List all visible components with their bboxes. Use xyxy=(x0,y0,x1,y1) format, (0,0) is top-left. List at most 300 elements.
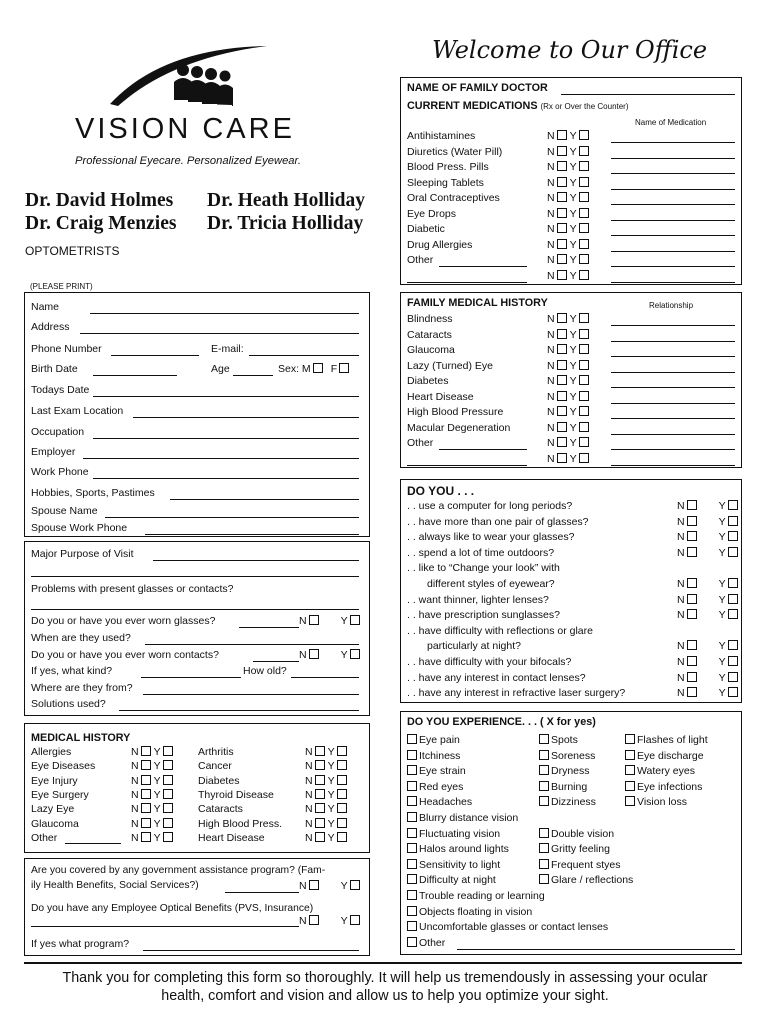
medication-row xyxy=(401,130,741,146)
sex-f-label: F xyxy=(330,363,338,375)
do-you-11-n-checkbox[interactable] xyxy=(687,672,697,682)
other-field[interactable] xyxy=(65,843,121,844)
medication-row xyxy=(401,223,741,239)
medical-history-left-4-n-checkbox[interactable] xyxy=(141,803,151,813)
relationship-field[interactable] xyxy=(611,434,735,435)
email-field[interactable] xyxy=(249,355,359,356)
experience-checkbox[interactable] xyxy=(407,781,417,791)
experience-checkbox[interactable] xyxy=(407,843,417,853)
family-history-8-n-checkbox[interactable] xyxy=(557,437,567,447)
medication-name-field[interactable] xyxy=(611,173,735,174)
medication-name-field[interactable] xyxy=(611,251,735,252)
do-you-9-y-checkbox[interactable] xyxy=(728,640,738,650)
spouse-name-field[interactable] xyxy=(105,517,359,518)
do-you-6-y-checkbox[interactable] xyxy=(728,594,738,604)
family-history-3-y-checkbox[interactable] xyxy=(579,360,589,370)
medication-3-y-checkbox[interactable] xyxy=(579,177,589,187)
n-label: N xyxy=(677,500,685,512)
do-you-1-y-checkbox[interactable] xyxy=(728,516,738,526)
experience-option xyxy=(407,921,608,933)
program-label: If yes what program? xyxy=(31,938,130,950)
medical-history-left-6-y-checkbox[interactable] xyxy=(163,832,173,842)
experience-checkbox[interactable] xyxy=(539,843,549,853)
experience-option xyxy=(539,750,595,762)
medication-name-field[interactable] xyxy=(611,158,735,159)
n-label: N xyxy=(299,615,307,627)
medication-0-y-checkbox[interactable] xyxy=(579,130,589,140)
y-label: Y xyxy=(569,130,577,142)
y-label: Y xyxy=(569,207,577,220)
medical-history-right-4-n-checkbox[interactable] xyxy=(315,803,325,813)
experience-checkbox[interactable] xyxy=(407,828,417,838)
do-you-question: . . have any interest in refractive laser surgery? xyxy=(407,687,626,700)
family-history-4-n-checkbox[interactable] xyxy=(557,375,567,385)
do-you-0-y-checkbox[interactable] xyxy=(728,500,738,510)
medical-history-left-6-n-checkbox[interactable] xyxy=(141,832,151,842)
medication-1-y-checkbox[interactable] xyxy=(579,146,589,156)
medication-name-field[interactable] xyxy=(611,266,735,267)
experience-row xyxy=(401,734,741,750)
sex-label xyxy=(278,363,349,375)
medical-history-item: Allergies xyxy=(31,746,72,758)
age-field[interactable] xyxy=(233,375,273,376)
medical-history-right-6-y-checkbox[interactable] xyxy=(337,832,347,842)
do-you-9-n-checkbox[interactable] xyxy=(687,640,697,650)
experience-box xyxy=(400,711,742,955)
experience-checkbox[interactable] xyxy=(625,781,635,791)
relationship-field[interactable] xyxy=(611,387,735,388)
family-history-row xyxy=(401,391,741,407)
medical-history-left-0-y-checkbox[interactable] xyxy=(163,746,173,756)
do-you-1-n-checkbox[interactable] xyxy=(687,516,697,526)
medical-history-left-3-y-checkbox[interactable] xyxy=(163,789,173,799)
experience-option xyxy=(539,828,614,840)
medication-9-yn xyxy=(547,270,589,282)
family-history-5-y-checkbox[interactable] xyxy=(579,391,589,401)
medication-row xyxy=(401,146,741,162)
do-you-5-y-checkbox[interactable] xyxy=(728,578,738,588)
medical-history-left-2-n-checkbox[interactable] xyxy=(141,775,151,785)
worn-contacts-yn xyxy=(299,649,360,661)
problems-label: Problems with present glasses or contacts? xyxy=(31,583,234,595)
experience-option xyxy=(539,765,590,777)
do-you-3-y-checkbox[interactable] xyxy=(728,547,738,557)
family-history-1-y-checkbox[interactable] xyxy=(579,329,589,339)
worn-contacts-n-checkbox[interactable] xyxy=(309,649,319,659)
do-you-7-y-checkbox[interactable] xyxy=(728,609,738,619)
n-label: N xyxy=(547,161,555,173)
experience-checkbox[interactable] xyxy=(625,734,635,744)
major-purpose-field-2[interactable] xyxy=(31,576,359,577)
program-field[interactable] xyxy=(143,950,359,951)
medical-history-left-2-y-checkbox[interactable] xyxy=(163,775,173,785)
do-you-11-yn xyxy=(677,672,738,684)
family-history-6-n-checkbox[interactable] xyxy=(557,406,567,416)
do-you-2-n-checkbox[interactable] xyxy=(687,531,697,541)
medication-6-y-checkbox[interactable] xyxy=(579,223,589,233)
medication-7-n-checkbox[interactable] xyxy=(557,239,567,249)
relationship-field[interactable] xyxy=(611,325,735,326)
medication-9-n-checkbox[interactable] xyxy=(557,270,567,280)
experience-checkbox[interactable] xyxy=(407,921,417,931)
n-label: N xyxy=(305,760,313,773)
medication-name-field[interactable] xyxy=(611,235,735,236)
family-history-row xyxy=(401,437,741,453)
hobbies-field[interactable] xyxy=(170,499,359,500)
age-label: Age xyxy=(211,363,230,375)
experience-label: Eye discharge xyxy=(637,749,704,762)
family-history-4-y-checkbox[interactable] xyxy=(579,375,589,385)
medication-name-field[interactable] xyxy=(611,282,735,283)
where-from-field[interactable] xyxy=(143,694,359,695)
experience-checkbox[interactable] xyxy=(407,859,417,869)
do-you-2-y-checkbox[interactable] xyxy=(728,531,738,541)
medical-history-right-1-n-checkbox[interactable] xyxy=(315,760,325,770)
medication-row xyxy=(401,177,741,193)
relationship-field[interactable] xyxy=(611,356,735,357)
medical-history-item: Arthritis xyxy=(198,746,234,758)
do-you-6-n-checkbox[interactable] xyxy=(687,594,697,604)
family-history-7-n-checkbox[interactable] xyxy=(557,422,567,432)
family-history-9-y-checkbox[interactable] xyxy=(579,453,589,463)
experience-checkbox[interactable] xyxy=(625,765,635,775)
work-phone-field[interactable] xyxy=(93,478,359,479)
y-label: Y xyxy=(327,817,335,830)
experience-checkbox[interactable] xyxy=(407,812,417,822)
address-field[interactable] xyxy=(80,333,359,334)
n-label: N xyxy=(547,344,555,356)
n-label: N xyxy=(677,640,685,653)
relationship-field[interactable] xyxy=(611,418,735,419)
worn-glasses-label: Do you or have you ever worn glasses? xyxy=(31,615,216,627)
phone-field[interactable] xyxy=(111,355,199,356)
medication-8-y-checkbox[interactable] xyxy=(579,254,589,264)
medical-history-box xyxy=(24,723,370,853)
do-you-5-n-checkbox[interactable] xyxy=(687,578,697,588)
y-label: Y xyxy=(340,915,348,927)
do-you-question: . . have difficulty with your bifocals? xyxy=(407,656,572,668)
when-used-field[interactable] xyxy=(145,644,359,645)
footer-line-2: health, comfort and vision and allow us to help you optimize your sight. xyxy=(161,988,609,1004)
please-print-note: (PLEASE PRINT) xyxy=(30,282,93,291)
do-you-question: . . want thinner, lighter lenses? xyxy=(407,593,549,606)
y-label: Y xyxy=(569,452,577,465)
welcome-heading: Welcome to Our Office xyxy=(432,36,708,64)
medical-history-right-2-n-checkbox[interactable] xyxy=(315,775,325,785)
do-you-10-y-checkbox[interactable] xyxy=(728,656,738,666)
assistance-y-checkbox[interactable] xyxy=(350,880,360,890)
medical-history-row xyxy=(25,775,369,789)
y-label: Y xyxy=(718,640,726,653)
y-label: Y xyxy=(153,788,161,801)
do-you-box xyxy=(400,479,742,703)
do-you-10-n-checkbox[interactable] xyxy=(687,656,697,666)
medication-3-n-checkbox[interactable] xyxy=(557,177,567,187)
experience-option xyxy=(407,828,500,840)
do-you-question: . . have more than one pair of glasses? xyxy=(407,515,589,528)
experience-other-field[interactable] xyxy=(457,949,735,950)
name-field[interactable] xyxy=(90,313,359,314)
benefits-n-checkbox[interactable] xyxy=(309,915,319,925)
medical-history-title: MEDICAL HISTORY xyxy=(31,732,131,744)
n-label: N xyxy=(547,254,555,266)
family-history-2-n-checkbox[interactable] xyxy=(557,344,567,354)
n-label: N xyxy=(305,817,313,830)
family-other-field[interactable] xyxy=(439,449,527,450)
family-history-9-n-checkbox[interactable] xyxy=(557,453,567,463)
y-label: Y xyxy=(327,803,335,816)
experience-option xyxy=(407,734,460,746)
do-you-7-n-checkbox[interactable] xyxy=(687,609,697,619)
experience-checkbox[interactable] xyxy=(539,828,549,838)
experience-label: Flashes of light xyxy=(637,734,708,746)
medical-history-right-2-y-checkbox[interactable] xyxy=(337,775,347,785)
family-history-row xyxy=(401,344,741,360)
family-history-0-n-checkbox[interactable] xyxy=(557,313,567,323)
medical-history-right-5-n-checkbox[interactable] xyxy=(315,818,325,828)
experience-checkbox[interactable] xyxy=(407,937,417,947)
medical-history-right-0-n-checkbox[interactable] xyxy=(315,746,325,756)
last-exam-field[interactable] xyxy=(133,417,359,418)
solutions-field[interactable] xyxy=(119,710,359,711)
family-doctor-field[interactable] xyxy=(561,94,735,95)
experience-checkbox[interactable] xyxy=(625,750,635,760)
relationship-field[interactable] xyxy=(611,449,735,450)
y-label: Y xyxy=(718,656,726,668)
n-label: N xyxy=(131,774,139,787)
employer-field[interactable] xyxy=(83,458,359,459)
experience-checkbox[interactable] xyxy=(407,890,417,900)
experience-label: Other xyxy=(419,936,446,949)
relationship-field[interactable] xyxy=(611,403,735,404)
do-you-5-yn xyxy=(677,578,738,590)
experience-checkbox[interactable] xyxy=(539,796,549,806)
medication-2-y-checkbox[interactable] xyxy=(579,161,589,171)
y-label: Y xyxy=(569,437,577,449)
y-label: Y xyxy=(569,421,577,434)
relationship-field[interactable] xyxy=(611,341,735,342)
relationship-field[interactable] xyxy=(611,372,735,373)
family-history-3-n-checkbox[interactable] xyxy=(557,360,567,370)
experience-row xyxy=(401,781,741,797)
medication-3-yn xyxy=(547,177,589,189)
n-label: N xyxy=(131,760,139,773)
name-label: Name xyxy=(31,301,60,313)
experience-checkbox[interactable] xyxy=(625,796,635,806)
medication-7-y-checkbox[interactable] xyxy=(579,239,589,249)
experience-checkbox[interactable] xyxy=(407,906,417,916)
medical-history-left-1-y-checkbox[interactable] xyxy=(163,760,173,770)
medical-history-left-0-n-checkbox[interactable] xyxy=(141,746,151,756)
assistance-n-checkbox[interactable] xyxy=(309,880,319,890)
experience-checkbox[interactable] xyxy=(539,859,549,869)
experience-checkbox[interactable] xyxy=(539,734,549,744)
medical-history-item: Thyroid Disease xyxy=(198,788,274,801)
y-label: Y xyxy=(718,671,726,684)
medical-history-right-6-n-checkbox[interactable] xyxy=(315,832,325,842)
medication-1-n-checkbox[interactable] xyxy=(557,146,567,156)
do-you-12-n-checkbox[interactable] xyxy=(687,687,697,697)
medical-history-left-5-n-checkbox[interactable] xyxy=(141,818,151,828)
medication-4-y-checkbox[interactable] xyxy=(579,192,589,202)
medical-history-left-1-yn xyxy=(131,760,173,772)
do-you-3-n-checkbox[interactable] xyxy=(687,547,697,557)
medical-history-left-3-n-checkbox[interactable] xyxy=(141,789,151,799)
what-kind-field[interactable] xyxy=(141,677,241,678)
do-you-question: . . use a computer for long periods? xyxy=(407,500,573,512)
sex-m-label: Sex: M xyxy=(278,363,311,375)
y-label: Y xyxy=(569,238,577,251)
assistance-q1-line1: Are you covered by any government assistance program? (Fam- xyxy=(31,865,326,876)
n-label: N xyxy=(677,687,685,700)
medications-heading xyxy=(407,100,629,112)
do-you-11-y-checkbox[interactable] xyxy=(728,672,738,682)
email-label: E-mail: xyxy=(211,343,244,355)
y-label: Y xyxy=(569,145,577,158)
medication-other-field[interactable] xyxy=(407,282,527,283)
medical-history-left-5-y-checkbox[interactable] xyxy=(163,818,173,828)
do-you-question: . . like to “Change your look” with xyxy=(407,562,560,575)
medication-9-y-checkbox[interactable] xyxy=(579,270,589,280)
how-old-field[interactable] xyxy=(291,677,359,678)
spouse-work-phone-field[interactable] xyxy=(145,534,359,535)
n-label: N xyxy=(677,546,685,559)
family-doctor-box xyxy=(400,77,742,285)
family-history-8-y-checkbox[interactable] xyxy=(579,437,589,447)
medical-history-item: Diabetes xyxy=(198,774,240,787)
experience-label: Spots xyxy=(551,734,578,746)
family-history-7-y-checkbox[interactable] xyxy=(579,422,589,432)
family-history-item: Glaucoma xyxy=(407,344,455,356)
family-history-item: Macular Degeneration xyxy=(407,421,511,434)
medication-name-field[interactable] xyxy=(611,189,735,190)
do-you-row xyxy=(401,640,741,656)
experience-checkbox[interactable] xyxy=(539,765,549,775)
do-you-10-yn xyxy=(677,656,738,668)
medications-note: (Rx or Over the Counter) xyxy=(540,102,629,111)
worn-contacts-y-checkbox[interactable] xyxy=(350,649,360,659)
do-you-row xyxy=(401,578,741,594)
n-label: N xyxy=(547,328,555,341)
assistance-box xyxy=(24,858,370,956)
benefits-line xyxy=(31,926,299,927)
family-history-5-n-checkbox[interactable] xyxy=(557,391,567,401)
experience-checkbox[interactable] xyxy=(407,796,417,806)
medical-history-right-5-yn xyxy=(305,818,347,830)
medication-0-n-checkbox[interactable] xyxy=(557,130,567,140)
medical-history-right-1-y-checkbox[interactable] xyxy=(337,760,347,770)
family-doctor-label: NAME OF FAMILY DOCTOR xyxy=(407,82,548,94)
family-other-field[interactable] xyxy=(407,465,527,466)
n-label: N xyxy=(547,223,555,235)
y-label: Y xyxy=(569,176,577,189)
experience-checkbox[interactable] xyxy=(407,750,417,760)
experience-checkbox[interactable] xyxy=(539,750,549,760)
family-history-2-y-checkbox[interactable] xyxy=(579,344,589,354)
family-history-6-y-checkbox[interactable] xyxy=(579,406,589,416)
medical-history-right-3-y-checkbox[interactable] xyxy=(337,789,347,799)
do-you-row xyxy=(401,531,741,547)
relationship-field[interactable] xyxy=(611,465,735,466)
medication-5-n-checkbox[interactable] xyxy=(557,208,567,218)
sex-f-checkbox[interactable] xyxy=(339,363,349,373)
y-label: Y xyxy=(569,344,577,356)
medication-4-n-checkbox[interactable] xyxy=(557,192,567,202)
medical-history-right-3-n-checkbox[interactable] xyxy=(315,789,325,799)
medical-history-right-0-y-checkbox[interactable] xyxy=(337,746,347,756)
medication-name-field[interactable] xyxy=(611,204,735,205)
y-label: Y xyxy=(153,760,161,773)
n-label: N xyxy=(547,130,555,142)
occupation-label: Occupation xyxy=(31,426,85,438)
occupation-field[interactable] xyxy=(93,438,359,439)
experience-checkbox[interactable] xyxy=(539,781,549,791)
do-you-question: . . always like to wear your glasses? xyxy=(407,531,575,544)
n-label: N xyxy=(677,656,685,668)
do-you-9-yn xyxy=(677,640,738,652)
experience-checkbox[interactable] xyxy=(407,734,417,744)
medication-row xyxy=(401,239,741,255)
medication-5-y-checkbox[interactable] xyxy=(579,208,589,218)
y-label: Y xyxy=(569,328,577,341)
medication-row xyxy=(401,208,741,224)
medical-history-right-4-yn xyxy=(305,803,347,815)
todays-date-field[interactable] xyxy=(93,396,359,397)
experience-label: Soreness xyxy=(551,749,596,762)
medication-2-n-checkbox[interactable] xyxy=(557,161,567,171)
experience-label: Red eyes xyxy=(419,780,464,793)
medication-6-n-checkbox[interactable] xyxy=(557,223,567,233)
major-purpose-field[interactable] xyxy=(153,560,359,561)
problems-field[interactable] xyxy=(31,609,359,610)
medical-history-right-3-yn xyxy=(305,789,347,801)
experience-row xyxy=(401,906,741,922)
do-you-12-y-checkbox[interactable] xyxy=(728,687,738,697)
medical-history-right-1-yn xyxy=(305,760,347,772)
worn-glasses-y-checkbox[interactable] xyxy=(350,615,360,625)
experience-checkbox[interactable] xyxy=(407,874,417,884)
medication-name-field[interactable] xyxy=(611,220,735,221)
y-label: Y xyxy=(153,803,161,816)
medication-row xyxy=(401,270,741,286)
birth-date-field[interactable] xyxy=(93,375,177,376)
medical-history-left-1-n-checkbox[interactable] xyxy=(141,760,151,770)
experience-row xyxy=(401,921,741,937)
medical-history-right-5-y-checkbox[interactable] xyxy=(337,818,347,828)
experience-checkbox[interactable] xyxy=(407,765,417,775)
medical-history-left-4-y-checkbox[interactable] xyxy=(163,803,173,813)
benefits-y-checkbox[interactable] xyxy=(350,915,360,925)
family-history-item: High Blood Pressure xyxy=(407,406,504,418)
n-label: N xyxy=(547,406,555,418)
family-history-1-n-checkbox[interactable] xyxy=(557,329,567,339)
medical-history-right-4-y-checkbox[interactable] xyxy=(337,803,347,813)
medication-other-field[interactable] xyxy=(439,266,527,267)
n-label: N xyxy=(305,774,313,787)
medications-title: CURRENT MEDICATIONS xyxy=(407,100,538,112)
family-history-item: Diabetes xyxy=(407,375,449,387)
experience-checkbox[interactable] xyxy=(539,874,549,884)
sex-m-checkbox[interactable] xyxy=(313,363,323,373)
medication-name-field[interactable] xyxy=(611,142,735,143)
do-you-question: different styles of eyewear? xyxy=(427,578,555,590)
medication-item: Sleeping Tablets xyxy=(407,176,484,189)
medication-8-n-checkbox[interactable] xyxy=(557,254,567,264)
experience-option xyxy=(539,781,587,793)
family-history-0-y-checkbox[interactable] xyxy=(579,313,589,323)
worn-glasses-n-checkbox[interactable] xyxy=(309,615,319,625)
do-you-0-n-checkbox[interactable] xyxy=(687,500,697,510)
